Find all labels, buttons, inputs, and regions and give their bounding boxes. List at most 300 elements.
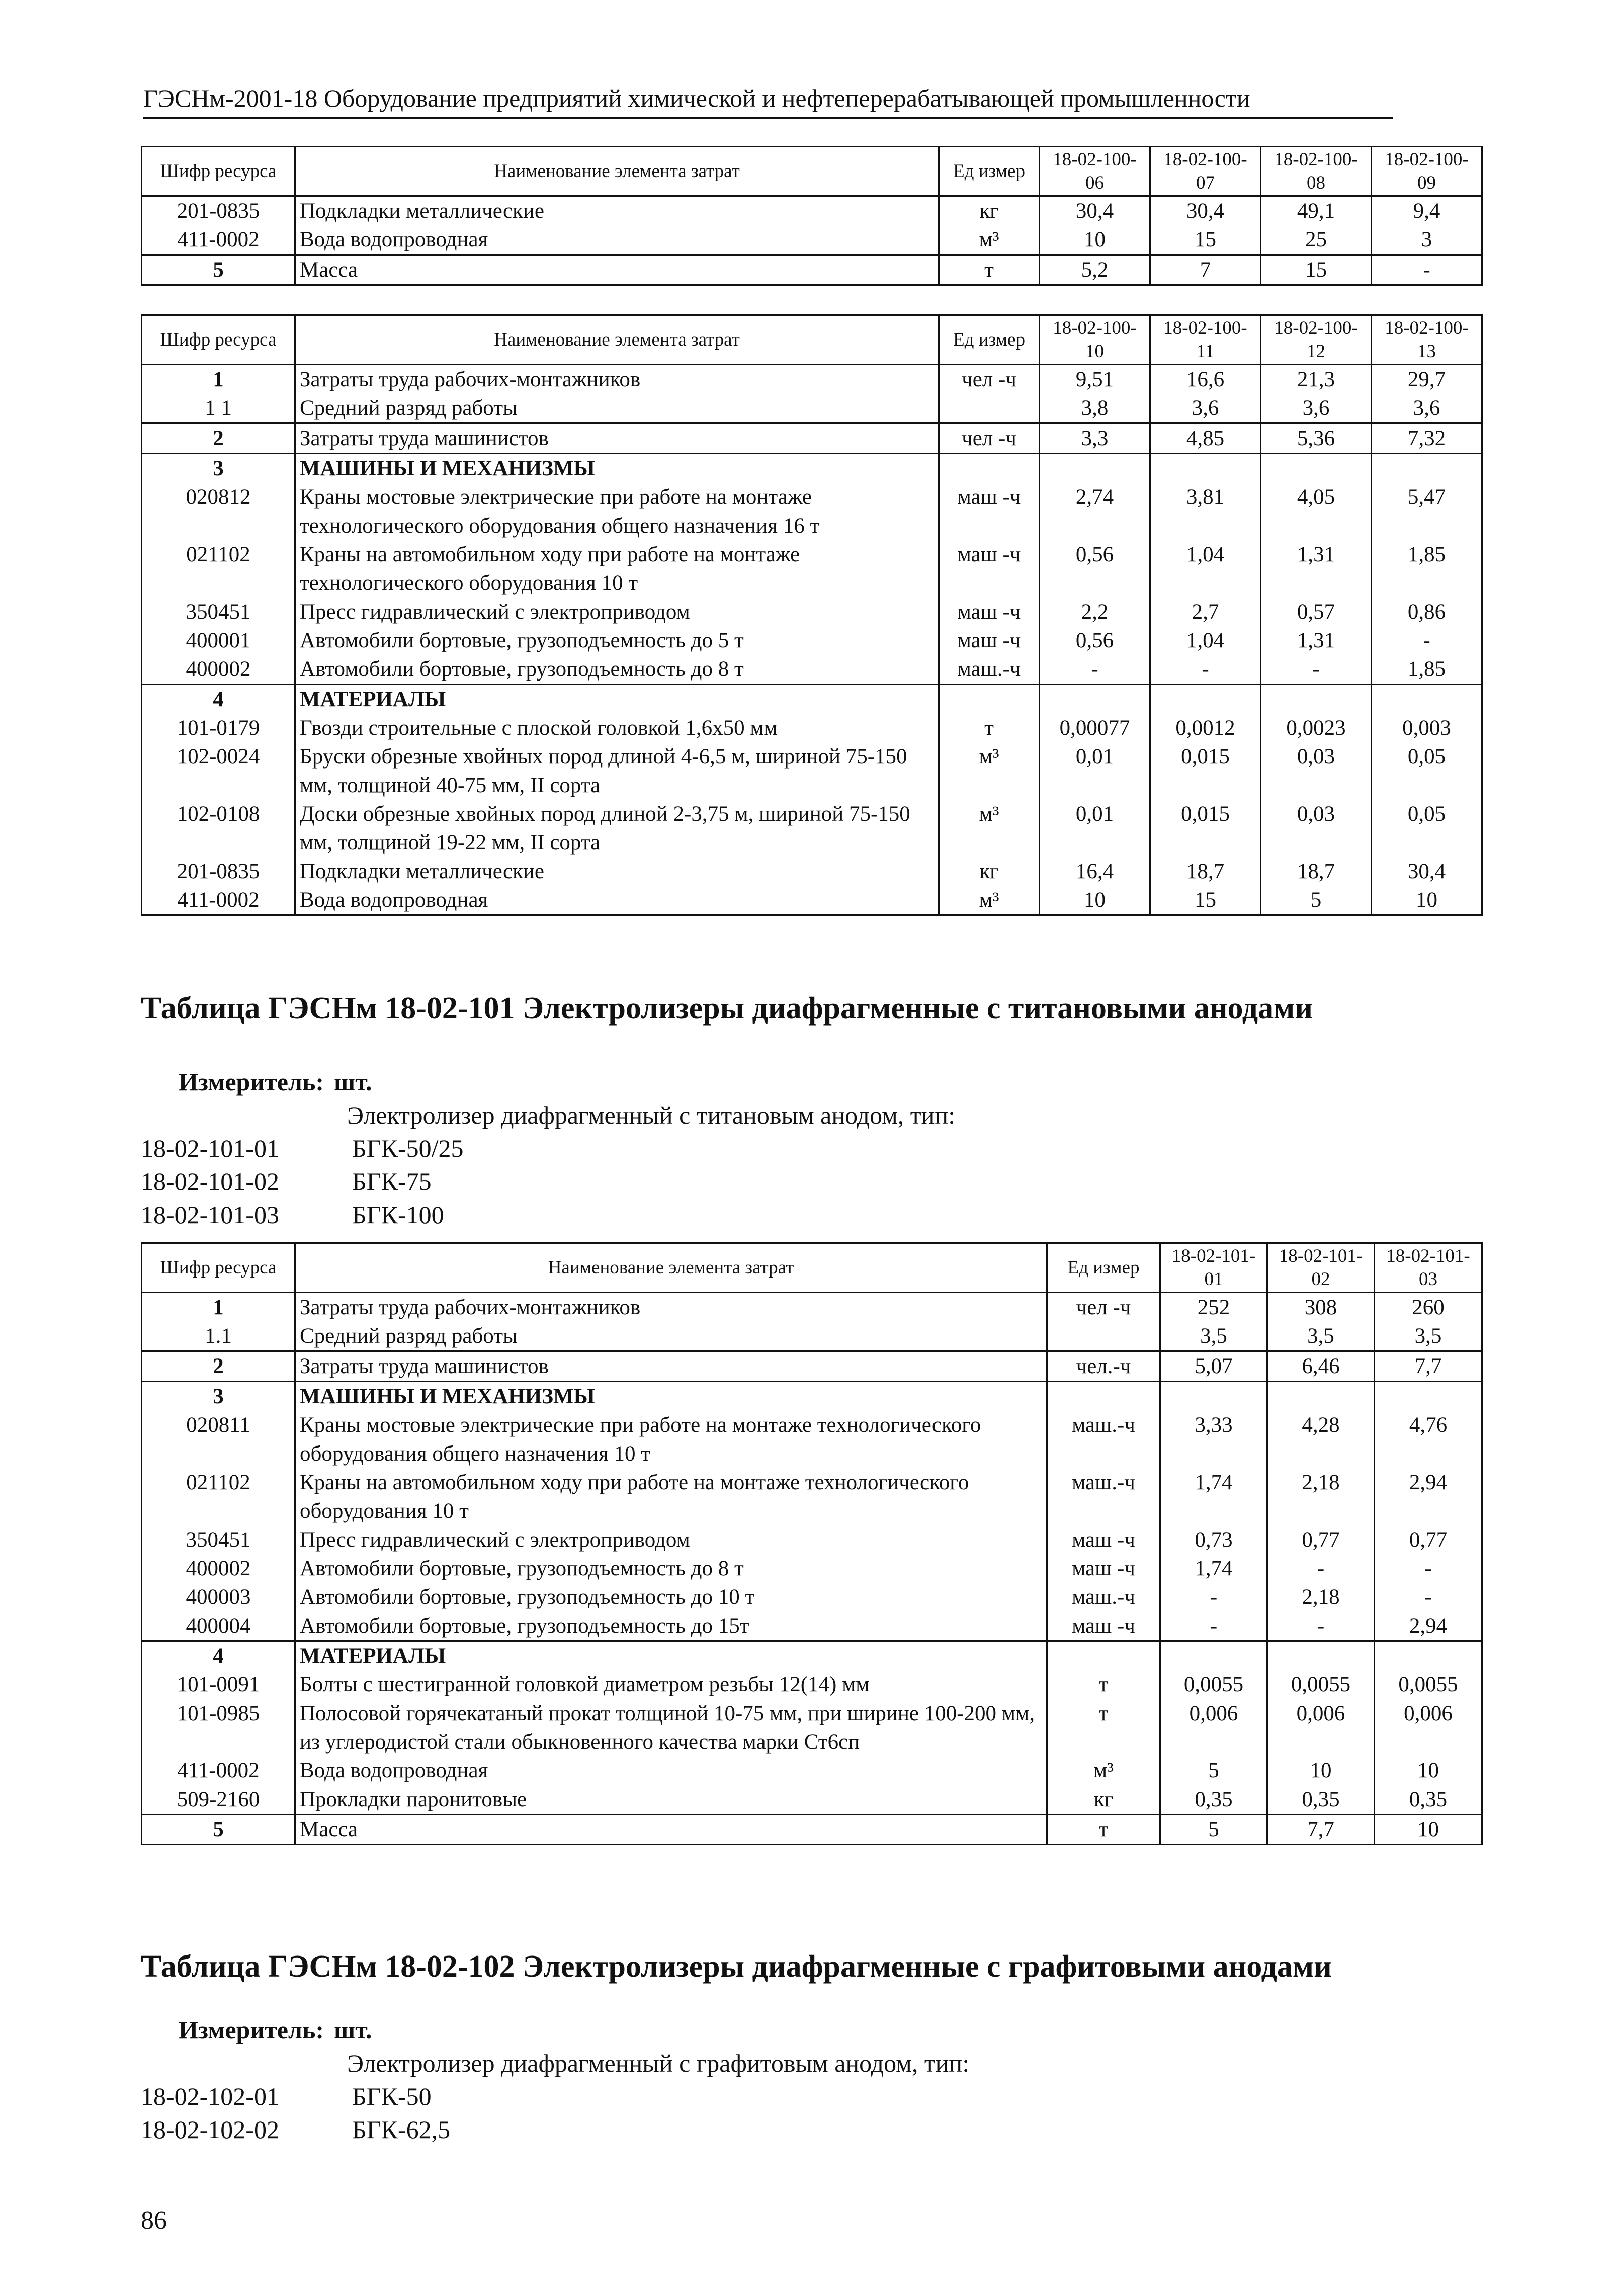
resource-code: 3 [142, 1382, 295, 1411]
resource-name: Средний разряд работы [295, 1322, 1047, 1351]
resource-table-100-10-13 [141, 314, 1483, 916]
norm-item [141, 1132, 464, 1165]
value: 2,74 [1040, 483, 1150, 540]
norm-item [141, 2113, 451, 2146]
table-row [142, 1785, 1482, 1815]
col-header-code: Шифр ресурса [142, 315, 295, 365]
resource-code: 201-0835 [142, 196, 295, 226]
table-row [142, 365, 1482, 394]
resource-code: 400001 [142, 626, 295, 655]
resource-table-100-06-09 [141, 146, 1483, 286]
value: 10 [1375, 1756, 1482, 1785]
value [1372, 454, 1482, 483]
value [1375, 1382, 1482, 1411]
value [1040, 685, 1150, 714]
table-row [142, 423, 1482, 454]
value: 3,8 [1040, 394, 1150, 423]
col-header-norm: 18-02-100-10 [1040, 315, 1150, 365]
resource-code: 1 [142, 1293, 295, 1322]
unit [1047, 1641, 1160, 1671]
resource-code: 400002 [142, 655, 295, 685]
resource-name: Автомобили бортовые, грузоподъемность до 8 т [295, 655, 939, 685]
value: 4,76 [1375, 1411, 1482, 1468]
unit: т [939, 255, 1040, 285]
norm-code: 18-02-101-01 [141, 1134, 279, 1162]
table-row [142, 685, 1482, 714]
value: 2,2 [1040, 598, 1150, 626]
norm-item [141, 1198, 444, 1231]
table-row [142, 540, 1482, 598]
norm-item [141, 2080, 432, 2113]
col-header-norm: 18-02-100-11 [1150, 315, 1261, 365]
col-header-code: Шифр ресурса [142, 147, 295, 196]
value: - [1040, 655, 1150, 685]
resource-code: 5 [142, 255, 295, 285]
resource-code: 411-0002 [142, 225, 295, 255]
value: 0,015 [1150, 800, 1261, 857]
value: - [1160, 1583, 1267, 1611]
value: 3 [1372, 225, 1482, 255]
value: 3,5 [1160, 1322, 1267, 1351]
col-header-norm: 18-02-100-08 [1261, 147, 1372, 196]
value: 0,05 [1372, 800, 1482, 857]
value: 0,01 [1040, 742, 1150, 800]
resource-name: Вода водопроводная [295, 225, 939, 255]
table-row [142, 626, 1482, 655]
value: 2,7 [1150, 598, 1261, 626]
unit: м³ [939, 886, 1040, 915]
value: 0,015 [1150, 742, 1261, 800]
unit [1047, 1382, 1160, 1411]
resource-name: Затраты труда машинистов [295, 423, 939, 454]
resource-name: Полосовой горячекатаный прокат толщиной 10-75 мм, при ширине 100-200 мм, из углеродистой стали обыкновенного качества марки Ст6сп [295, 1699, 1047, 1756]
table-row [142, 886, 1482, 915]
table-row [142, 394, 1482, 423]
measure-value: шт. [334, 2016, 372, 2044]
unit [939, 685, 1040, 714]
value: 0,05 [1372, 742, 1482, 800]
page-number: 86 [141, 2206, 167, 2235]
resource-name: Гвозди строительные с плоской головкой 1,6х50 мм [295, 714, 939, 742]
value: 18,7 [1261, 857, 1372, 886]
value: 7,7 [1375, 1351, 1482, 1382]
value: 21,3 [1261, 365, 1372, 394]
table-title-101: Таблица ГЭСНм 18-02-101 Электролизеры диафрагменные с титановыми анодами [141, 991, 1313, 1026]
resource-code: 020812 [142, 483, 295, 540]
norm-code: 18-02-101-03 [141, 1201, 279, 1229]
value: 3,5 [1375, 1322, 1482, 1351]
value: 4,28 [1267, 1411, 1375, 1468]
resource-code: 509-2160 [142, 1785, 295, 1815]
value: 2,18 [1267, 1468, 1375, 1525]
resource-name: Затраты труда рабочих-монтажников [295, 1293, 1047, 1322]
norm-type: БГК-100 [352, 1201, 444, 1229]
resource-code: 1 1 [142, 394, 295, 423]
description: Электролизер диафрагменный с титановым анодом, тип: [347, 1101, 956, 1129]
value: - [1261, 655, 1372, 685]
resource-code: 2 [142, 423, 295, 454]
resource-name: Вода водопроводная [295, 1756, 1047, 1785]
table-row [142, 225, 1482, 255]
value [1040, 454, 1150, 483]
table-row [142, 800, 1482, 857]
table-row [142, 1670, 1482, 1699]
value: 0,01 [1040, 800, 1150, 857]
unit: чел -ч [939, 423, 1040, 454]
page-header: ГЭСНм-2001-18 Оборудование предприятий химической и нефтеперерабатывающей промышленности [143, 80, 1393, 119]
resource-code: 1 [142, 365, 295, 394]
value [1261, 685, 1372, 714]
value: 0,003 [1372, 714, 1482, 742]
resource-name: Краны мостовые электрические при работе на монтаже технологического оборудования общего назначения 10 т [295, 1411, 1047, 1468]
table-row [142, 1611, 1482, 1641]
value: 0,57 [1261, 598, 1372, 626]
value: 30,4 [1150, 196, 1261, 226]
resource-name: Затраты труда рабочих-монтажников [295, 365, 939, 394]
measure-line [179, 2013, 372, 2047]
value: 10 [1267, 1756, 1375, 1785]
table-row [142, 1293, 1482, 1322]
resource-name: Масса [295, 1815, 1047, 1845]
resource-code: 101-0985 [142, 1699, 295, 1756]
resource-code: 4 [142, 1641, 295, 1671]
value: 1,04 [1150, 626, 1261, 655]
unit: маш -ч [1047, 1525, 1160, 1554]
unit: маш -ч [939, 483, 1040, 540]
section-heading: МАТЕРИАЛЫ [295, 685, 939, 714]
table-row [142, 598, 1482, 626]
value: 3,81 [1150, 483, 1261, 540]
value: - [1267, 1611, 1375, 1641]
resource-code: 1.1 [142, 1322, 295, 1351]
resource-code: 411-0002 [142, 1756, 295, 1785]
norm-code: 18-02-102-02 [141, 2115, 279, 2144]
description: Электролизер диафрагменный с графитовым анодом, тип: [347, 2049, 970, 2077]
col-header-unit: Ед измер [1047, 1243, 1160, 1293]
value: 18,7 [1150, 857, 1261, 886]
value: 29,7 [1372, 365, 1482, 394]
resource-name: Подкладки металлические [295, 857, 939, 886]
unit [1047, 1322, 1160, 1351]
value: 1,74 [1160, 1468, 1267, 1525]
value: 1,74 [1160, 1554, 1267, 1583]
col-header-name: Наименование элемента затрат [295, 1243, 1047, 1293]
value [1150, 454, 1261, 483]
resource-code: 411-0002 [142, 886, 295, 915]
table-title-102: Таблица ГЭСНм 18-02-102 Электролизеры диафрагменные с графитовыми анодами [141, 1949, 1332, 1984]
value: 0,35 [1267, 1785, 1375, 1815]
value [1372, 685, 1482, 714]
resource-name: Вода водопроводная [295, 886, 939, 915]
value: - [1372, 255, 1482, 285]
value: 10 [1040, 225, 1150, 255]
value: - [1160, 1611, 1267, 1641]
section-heading: МАШИНЫ И МЕХАНИЗМЫ [295, 1382, 1047, 1411]
value [1267, 1641, 1375, 1671]
resource-name: Болты с шестигранной головкой диаметром резьбы 12(14) мм [295, 1670, 1047, 1699]
table-row [142, 714, 1482, 742]
value: 0,77 [1375, 1525, 1482, 1554]
resource-name: Бруски обрезные хвойных пород длиной 4-6,5 м, шириной 75-150 мм, толщиной 40-75 мм, II сорта [295, 742, 939, 800]
table-row [142, 857, 1482, 886]
unit: т [1047, 1815, 1160, 1845]
resource-name: Пресс гидравлический с электроприводом [295, 1525, 1047, 1554]
value: 0,006 [1160, 1699, 1267, 1756]
value: 5,2 [1040, 255, 1150, 285]
resource-code: 3 [142, 454, 295, 483]
resource-code: 4 [142, 685, 295, 714]
value: 0,73 [1160, 1525, 1267, 1554]
norm-type: БГК-62,5 [352, 2115, 451, 2144]
unit: чел -ч [939, 365, 1040, 394]
resource-code: 350451 [142, 598, 295, 626]
table-row [142, 742, 1482, 800]
table-row [142, 483, 1482, 540]
table-row [142, 1815, 1482, 1845]
col-header-norm: 18-02-101-02 [1267, 1243, 1375, 1293]
table-row [142, 1583, 1482, 1611]
resource-code: 020811 [142, 1411, 295, 1468]
value: 25 [1261, 225, 1372, 255]
value: - [1372, 626, 1482, 655]
resource-code: 102-0108 [142, 800, 295, 857]
col-header-unit: Ед измер [939, 147, 1040, 196]
resource-name: Доски обрезные хвойных пород длиной 2-3,75 м, шириной 75-150 мм, толщиной 19-22 мм, II сорта [295, 800, 939, 857]
value: 5 [1261, 886, 1372, 915]
unit: маш.-ч [1047, 1583, 1160, 1611]
value: 5,47 [1372, 483, 1482, 540]
table-row [142, 655, 1482, 685]
value: 0,0055 [1375, 1670, 1482, 1699]
value [1375, 1641, 1482, 1671]
measure-label: Измеритель: [179, 2016, 324, 2044]
unit: маш.-ч [939, 655, 1040, 685]
unit: кг [939, 196, 1040, 226]
table-row [142, 454, 1482, 483]
value: 1,31 [1261, 626, 1372, 655]
value: 7,7 [1267, 1815, 1375, 1845]
value [1261, 454, 1372, 483]
value: 260 [1375, 1293, 1482, 1322]
value: 0,0055 [1267, 1670, 1375, 1699]
value: 15 [1261, 255, 1372, 285]
resource-code: 5 [142, 1815, 295, 1845]
value: 0,006 [1375, 1699, 1482, 1756]
table-row [142, 1322, 1482, 1351]
value [1267, 1382, 1375, 1411]
norm-type: БГК-50 [352, 2082, 432, 2110]
unit [939, 454, 1040, 483]
value [1160, 1641, 1267, 1671]
unit [939, 394, 1040, 423]
value [1160, 1382, 1267, 1411]
resource-code: 021102 [142, 540, 295, 598]
value: 2,94 [1375, 1468, 1482, 1525]
resource-table-101 [141, 1242, 1483, 1845]
resource-name: Подкладки металлические [295, 196, 939, 226]
unit: маш -ч [939, 598, 1040, 626]
value: 4,05 [1261, 483, 1372, 540]
col-header-name: Наименование элемента затрат [295, 315, 939, 365]
value: 3,6 [1372, 394, 1482, 423]
table-row [142, 1756, 1482, 1785]
section-heading: МАТЕРИАЛЫ [295, 1641, 1047, 1671]
value: 0,0055 [1160, 1670, 1267, 1699]
unit: т [1047, 1670, 1160, 1699]
resource-name: Автомобили бортовые, грузоподъемность до 15т [295, 1611, 1047, 1641]
resource-code: 400003 [142, 1583, 295, 1611]
unit: чел -ч [1047, 1293, 1160, 1322]
unit: т [1047, 1699, 1160, 1756]
value: 16,6 [1150, 365, 1261, 394]
table-row [142, 1411, 1482, 1468]
value: 252 [1160, 1293, 1267, 1322]
value: 2,94 [1375, 1611, 1482, 1641]
resource-code: 021102 [142, 1468, 295, 1525]
unit: м³ [939, 225, 1040, 255]
resource-name: Средний разряд работы [295, 394, 939, 423]
resource-name: Краны на автомобильном ходу при работе на монтаже технологического оборудования 10 т [295, 540, 939, 598]
value: 10 [1040, 886, 1150, 915]
value: 15 [1150, 886, 1261, 915]
value: 3,6 [1150, 394, 1261, 423]
unit: м³ [939, 800, 1040, 857]
value: 7 [1150, 255, 1261, 285]
value: 0,0023 [1261, 714, 1372, 742]
resource-name: Автомобили бортовые, грузоподъемность до 8 т [295, 1554, 1047, 1583]
col-header-norm: 18-02-100-07 [1150, 147, 1261, 196]
resource-name: Краны мостовые электрические при работе на монтаже технологического оборудования общего назначения 16 т [295, 483, 939, 540]
resource-name: Краны на автомобильном ходу при работе на монтаже технологического оборудования 10 т [295, 1468, 1047, 1525]
resource-name: Затраты труда машинистов [295, 1351, 1047, 1382]
col-header-norm: 18-02-100-12 [1261, 315, 1372, 365]
unit: кг [1047, 1785, 1160, 1815]
resource-name: Масса [295, 255, 939, 285]
table-row [142, 1641, 1482, 1671]
value: 49,1 [1261, 196, 1372, 226]
table-row [142, 1351, 1482, 1382]
resource-name: Автомобили бортовые, грузоподъемность до 10 т [295, 1583, 1047, 1611]
value: 5 [1160, 1815, 1267, 1845]
unit: кг [939, 857, 1040, 886]
value [1150, 685, 1261, 714]
unit: маш -ч [1047, 1611, 1160, 1641]
value: 3,5 [1267, 1322, 1375, 1351]
unit: м³ [939, 742, 1040, 800]
measure-line [179, 1065, 372, 1098]
measure-value: шт. [334, 1068, 372, 1096]
value: 3,33 [1160, 1411, 1267, 1468]
resource-name: Автомобили бортовые, грузоподъемность до 5 т [295, 626, 939, 655]
value: - [1375, 1583, 1482, 1611]
col-header-norm: 18-02-101-01 [1160, 1243, 1267, 1293]
norm-item [141, 1165, 432, 1198]
value: 2,18 [1267, 1583, 1375, 1611]
value: 0,006 [1267, 1699, 1375, 1756]
value: 1,04 [1150, 540, 1261, 598]
value: 3,3 [1040, 423, 1150, 454]
unit: т [939, 714, 1040, 742]
table-row [142, 1699, 1482, 1756]
unit: маш.-ч [1047, 1411, 1160, 1468]
unit: маш -ч [939, 540, 1040, 598]
resource-code: 101-0091 [142, 1670, 295, 1699]
value: 15 [1150, 225, 1261, 255]
table-row [142, 1382, 1482, 1411]
resource-code: 400004 [142, 1611, 295, 1641]
value: 10 [1372, 886, 1482, 915]
value: 0,03 [1261, 800, 1372, 857]
resource-code: 2 [142, 1351, 295, 1382]
table-row [142, 1525, 1482, 1554]
value: 0,00077 [1040, 714, 1150, 742]
norm-type: БГК-50/25 [352, 1134, 464, 1162]
value: - [1267, 1554, 1375, 1583]
value: 5,36 [1261, 423, 1372, 454]
value: 0,56 [1040, 540, 1150, 598]
measure-label: Измеритель: [179, 1068, 324, 1096]
value: 0,86 [1372, 598, 1482, 626]
table-row [142, 255, 1482, 285]
value: 9,51 [1040, 365, 1150, 394]
value: 1,85 [1372, 540, 1482, 598]
table-row [142, 196, 1482, 226]
value: 9,4 [1372, 196, 1482, 226]
col-header-norm: 18-02-101-03 [1375, 1243, 1482, 1293]
value: 16,4 [1040, 857, 1150, 886]
unit: чел.-ч [1047, 1351, 1160, 1382]
col-header-norm: 18-02-100-13 [1372, 315, 1482, 365]
value: 6,46 [1267, 1351, 1375, 1382]
value: 10 [1375, 1815, 1482, 1845]
resource-code: 350451 [142, 1525, 295, 1554]
resource-name: Пресс гидравлический с электроприводом [295, 598, 939, 626]
resource-code: 201-0835 [142, 857, 295, 886]
value: 0,03 [1261, 742, 1372, 800]
section-heading: МАШИНЫ И МЕХАНИЗМЫ [295, 454, 939, 483]
col-header-unit: Ед измер [939, 315, 1040, 365]
unit: маш -ч [1047, 1554, 1160, 1583]
resource-code: 101-0179 [142, 714, 295, 742]
resource-name: Прокладки паронитовые [295, 1785, 1047, 1815]
unit: маш.-ч [1047, 1468, 1160, 1525]
col-header-name: Наименование элемента затрат [295, 147, 939, 196]
value: 308 [1267, 1293, 1375, 1322]
value: 30,4 [1372, 857, 1482, 886]
col-header-code: Шифр ресурса [142, 1243, 295, 1293]
value: 30,4 [1040, 196, 1150, 226]
unit: м³ [1047, 1756, 1160, 1785]
value: 5 [1160, 1756, 1267, 1785]
unit: маш -ч [939, 626, 1040, 655]
col-header-norm: 18-02-100-09 [1372, 147, 1482, 196]
value: 0,77 [1267, 1525, 1375, 1554]
resource-code: 400002 [142, 1554, 295, 1583]
norm-code: 18-02-101-02 [141, 1167, 279, 1196]
value: 5,07 [1160, 1351, 1267, 1382]
value: 7,32 [1372, 423, 1482, 454]
table-row [142, 1468, 1482, 1525]
value: - [1150, 655, 1261, 685]
value: - [1375, 1554, 1482, 1583]
table-row [142, 1554, 1482, 1583]
value: 0,35 [1375, 1785, 1482, 1815]
value: 1,85 [1372, 655, 1482, 685]
value: 0,35 [1160, 1785, 1267, 1815]
value: 4,85 [1150, 423, 1261, 454]
norm-code: 18-02-102-01 [141, 2082, 279, 2110]
value: 0,0012 [1150, 714, 1261, 742]
